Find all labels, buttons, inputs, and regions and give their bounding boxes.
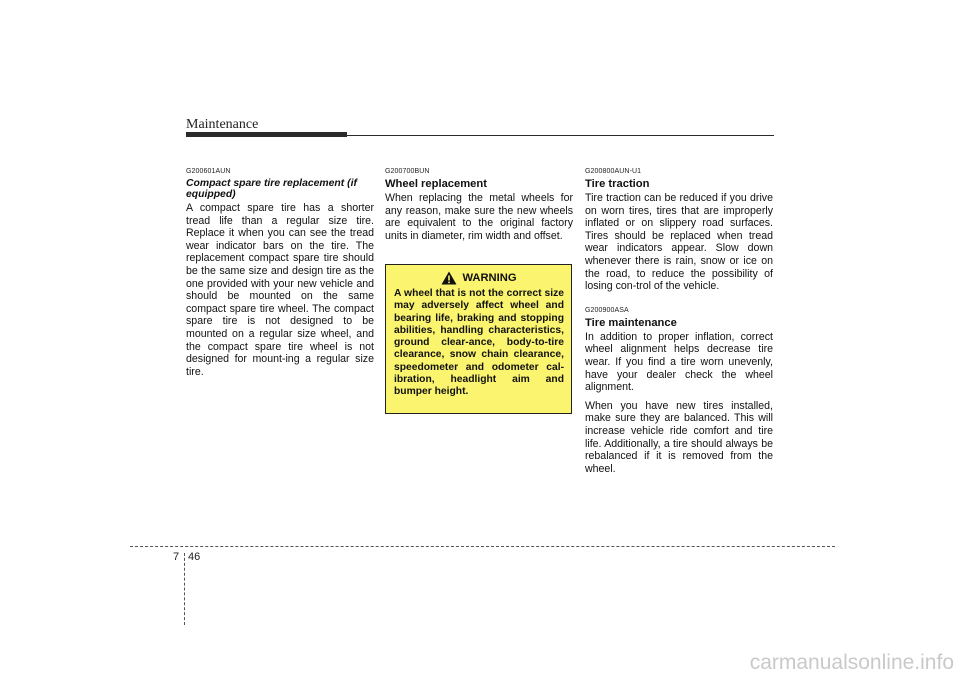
section-body: When you have new tires installed, make sure they are balanced. This will increase vehicle ride comfort and tire life. Additionally, a tire should always be rebalanced if it is removed from the wheel. — [585, 399, 773, 475]
section-heading: Tire maintenance — [585, 316, 677, 329]
page-number: 46 — [188, 551, 201, 563]
footer-vertical-rule — [184, 553, 185, 625]
column-compact-spare — [186, 168, 374, 378]
section-heading: Compact spare tire replacement (if equipped) — [186, 178, 357, 200]
footer-rule — [130, 546, 835, 547]
warning-header — [394, 271, 564, 285]
section-body: In addition to proper inflation, correct wheel alignment helps decrease tire wear. If you find a tire worn unevenly, have your dealer check the wheel alignment. — [585, 330, 773, 394]
warning-title: WARNING — [462, 272, 517, 284]
section-code: G200900ASA — [585, 306, 629, 314]
section-code: G200700BUN — [385, 168, 430, 175]
section-code: G200601AUN — [186, 168, 231, 175]
column-wheel-replacement — [385, 168, 573, 242]
warning-box — [385, 264, 572, 414]
chapter-number: 7 — [173, 551, 180, 563]
section-title: Maintenance — [186, 117, 259, 132]
header-rule — [186, 135, 774, 136]
watermark: carmanualsonline.info — [749, 651, 954, 674]
section-body: When replacing the metal wheels for any reason, make sure the new wheels are equivalent to the original factory units in diameter, rim width and offset. — [385, 192, 573, 242]
section-body: Tire traction can be reduced if you drive on worn tires, tires that are improperly inflated or on slippery road surfaces. Tires should be replaced when tread wear indicators appear. Slow down whenever there is rain, snow or ice on the road, to reduce the possibility of losing con-trol of the vehicle. — [585, 192, 773, 293]
section-gap — [585, 293, 773, 307]
warning-text: A wheel that is not the correct size may adversely affect wheel and bearing life, braking and stopping abilities, handling characteristics, ground clear-ance, body-to-tire clearance, snow chain clearance, speedometer and odometer cal-ibration, headlight aim and bumper height. — [394, 288, 564, 398]
section-heading: Tire traction — [585, 178, 650, 190]
warning-triangle-icon — [441, 271, 457, 285]
section-code: G200800AUN-U1 — [585, 168, 642, 175]
section-body: A compact spare tire has a shorter tread life than a regular size tire. Replace it when you can see the tread wear indicator bars on the tire. The replacement compact spare tire should be the same size and design tire as the one provided with your new vehicle and should be mounted on the same compact spare tire wheel. The compact spare tire is not designed to be mounted on a regular size wheel, and the compact spare tire wheel is not designed for mount-ing a regular size tire. — [186, 202, 374, 378]
section-heading: Wheel replacement — [385, 178, 487, 190]
column-tire-traction — [585, 168, 773, 475]
